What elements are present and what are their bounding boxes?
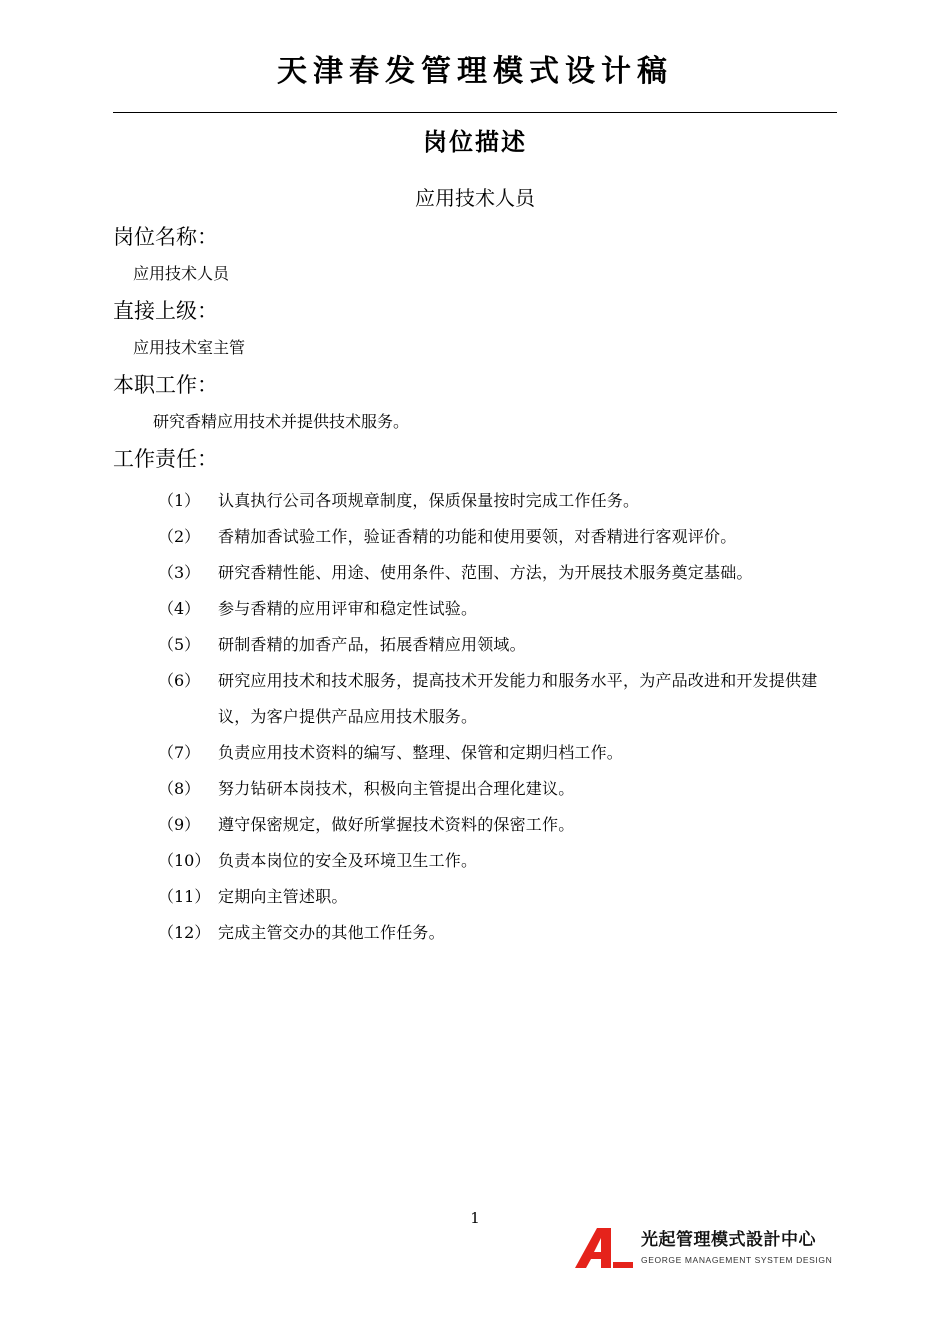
responsibilities-heading: 工作责任： (113, 447, 218, 471)
list-item-number: （3） (158, 563, 201, 582)
list-item-number: （2） (158, 527, 201, 546)
document-title: 岗位描述 (423, 128, 527, 156)
list-item-text: 认真执行公司各项规章制度，保质保量按时完成工作任务。 (218, 491, 640, 510)
list-item-text: 香精加香试验工作，验证香精的功能和使用要领，对香精进行客观评价。 (218, 527, 737, 546)
list-item-text: 定期向主管述职。 (218, 887, 348, 906)
list-item-number: （9） (158, 815, 201, 834)
list-item (158, 627, 848, 663)
list-item (158, 771, 848, 807)
list-item (158, 483, 848, 519)
header-divider (113, 112, 837, 113)
list-item (158, 663, 848, 735)
document-header-title: 天津春发管理模式设计稿 (277, 54, 673, 89)
list-item-text: 负责本岗位的安全及环境卫生工作。 (218, 851, 478, 870)
page-number: 1 (470, 1209, 480, 1227)
main-work-value: 研究香精应用技术并提供技术服务。 (153, 412, 410, 431)
list-item-text: 努力钻研本岗技术，积极向主管提出合理化建议。 (218, 779, 575, 798)
position-name-heading: 岗位名称： (113, 225, 218, 249)
list-item-text: 研究应用技术和技术服务，提高技术开发能力和服务水平，为产品改进和开发提供建议，为客户提供产品应用技术服务。 (218, 671, 818, 726)
logo-name: 光起管理模式設計中心 (641, 1230, 816, 1250)
list-item (158, 519, 848, 555)
logo-a-icon (573, 1226, 635, 1270)
responsibilities-list (158, 483, 848, 951)
list-item (158, 879, 848, 915)
list-item (158, 915, 848, 951)
footer-logo (573, 1226, 843, 1270)
list-item (158, 807, 848, 843)
direct-superior-value: 应用技术室主管 (133, 338, 246, 357)
list-item-text: 遵守保密规定，做好所掌握技术资料的保密工作。 (218, 815, 575, 834)
list-item-number: （7） (158, 743, 201, 762)
logo-subtitle: GEORGE MANAGEMENT SYSTEM DESIGN (641, 1255, 833, 1265)
list-item-number: （10） (158, 851, 211, 870)
list-item-text: 参与香精的应用评审和稳定性试验。 (218, 599, 478, 618)
list-item-number: （6） (158, 671, 201, 690)
list-item-text: 负责应用技术资料的编写、整理、保管和定期归档工作。 (218, 743, 624, 762)
list-item-text: 研究香精性能、用途、使用条件、范围、方法，为开展技术服务奠定基础。 (218, 563, 753, 582)
list-item-text: 完成主管交办的其他工作任务。 (218, 923, 445, 942)
list-item (158, 555, 848, 591)
list-item-number: （12） (158, 923, 211, 942)
document-subtitle: 应用技术人员 (415, 186, 535, 210)
list-item-number: （5） (158, 635, 201, 654)
list-item-number: （11） (158, 887, 211, 906)
direct-superior-heading: 直接上级： (113, 299, 218, 323)
list-item-number: （1） (158, 491, 201, 510)
list-item (158, 843, 848, 879)
list-item (158, 591, 848, 627)
main-work-heading: 本职工作： (113, 373, 218, 397)
list-item-number: （8） (158, 779, 201, 798)
position-name-value: 应用技术人员 (133, 264, 230, 283)
list-item-text: 研制香精的加香产品，拓展香精应用领域。 (218, 635, 526, 654)
list-item (158, 735, 848, 771)
list-item-number: （4） (158, 599, 201, 618)
